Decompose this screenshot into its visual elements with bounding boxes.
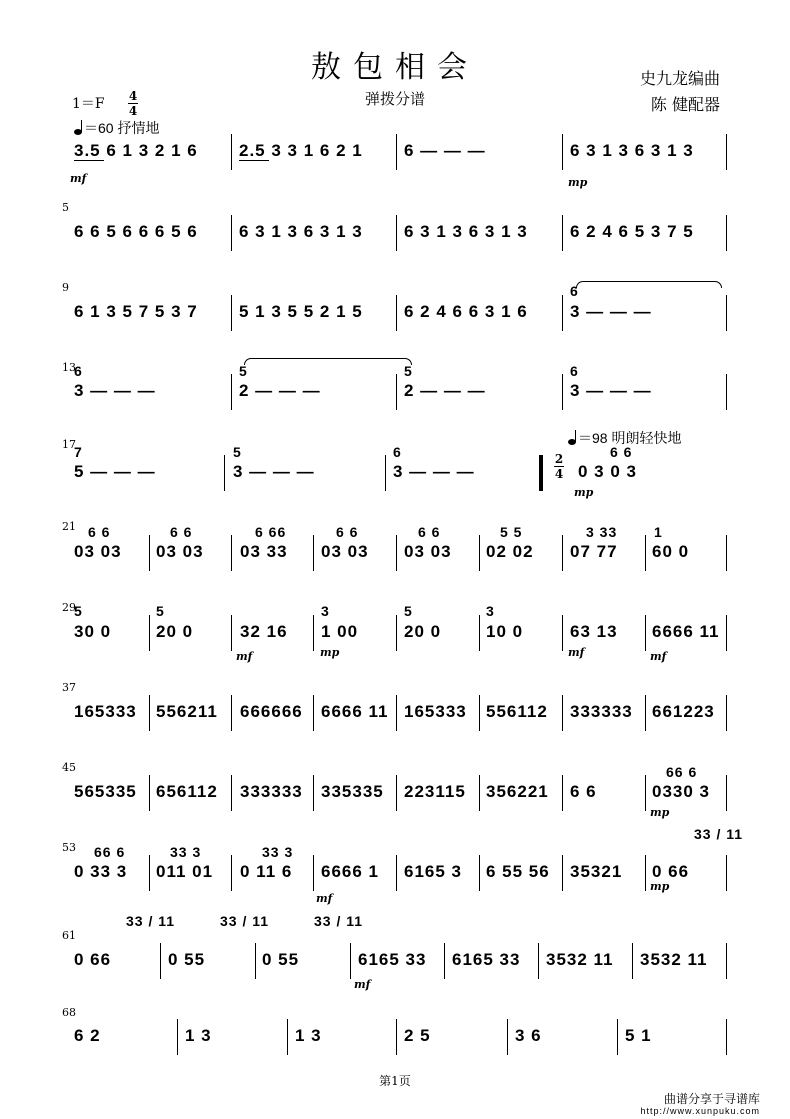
barline	[562, 695, 563, 731]
barline	[726, 775, 727, 811]
measure: 661223	[652, 702, 715, 721]
barline	[396, 215, 397, 251]
measure: 3.5 6 1 3 2 1 6	[74, 141, 198, 160]
tie-slur	[244, 358, 412, 365]
measure: 6 6	[570, 782, 597, 801]
measure: 011 01	[156, 862, 214, 881]
measure: 03 03	[74, 542, 122, 561]
barline	[224, 455, 225, 491]
measure: 63 13	[570, 622, 618, 641]
measure: 565335	[74, 782, 137, 801]
barline	[562, 215, 563, 251]
measure: 6666 11	[321, 702, 389, 721]
measure: 10 0	[486, 622, 524, 641]
dynamic-mark: mp	[650, 806, 670, 819]
measure: 2 ― ― ―	[239, 381, 321, 400]
barline	[385, 455, 386, 491]
barline	[231, 215, 232, 251]
measure: 1 00	[321, 622, 359, 641]
measure: 1 3	[185, 1026, 212, 1045]
barline	[313, 535, 314, 571]
measure: 5 ― ― ―	[74, 462, 156, 481]
dynamic-mark: mf	[650, 650, 667, 663]
barline	[726, 695, 727, 731]
barline	[562, 855, 563, 891]
barline	[313, 615, 314, 651]
barline	[149, 615, 150, 651]
measure: 0 66	[652, 862, 690, 881]
barline	[645, 855, 646, 891]
measure: 223115	[404, 782, 466, 801]
barline	[231, 374, 232, 410]
upper-note: 33 / 11	[126, 913, 176, 929]
upper-note: 33 / 11	[694, 826, 744, 842]
barline	[160, 943, 161, 979]
upper-note: 5 5	[500, 524, 523, 540]
row-number: 21	[62, 520, 76, 533]
row-number: 68	[62, 1006, 76, 1019]
site-url[interactable]: http://www.xunpuku.com	[640, 1106, 760, 1116]
upper-note: 6	[74, 363, 83, 379]
barline	[350, 943, 351, 979]
barline	[396, 374, 397, 410]
measure: 6 ― ― ―	[404, 141, 486, 160]
measure: 03 03	[156, 542, 204, 561]
underline	[239, 160, 269, 161]
barline	[479, 695, 480, 731]
barline	[562, 134, 563, 170]
barline	[313, 855, 314, 891]
dynamic-mark: mf	[236, 650, 253, 663]
measure: 03 03	[321, 542, 369, 561]
barline	[562, 535, 563, 571]
measure: 3 ― ― ―	[393, 462, 475, 481]
tempo-marking-1	[74, 118, 159, 138]
barline	[231, 855, 232, 891]
measure: 02 02	[486, 542, 534, 561]
dynamic-mark: mp	[320, 646, 340, 659]
measure: 165333	[404, 702, 467, 721]
measure: 666666	[240, 702, 303, 721]
time-bottom: 4	[554, 467, 564, 481]
barline	[726, 374, 727, 410]
barline	[479, 775, 480, 811]
page-number: 第1页	[379, 1074, 411, 1088]
row-number: 17	[62, 438, 76, 451]
measure: 6 6 5 6 6 6 5 6	[74, 222, 198, 241]
measure: 165333	[74, 702, 137, 721]
measure: 0 66	[74, 950, 112, 969]
barline	[396, 295, 397, 331]
measure: 2.5 3 3 1 6 2 1	[239, 141, 363, 160]
upper-note: 33 / 11	[314, 913, 364, 929]
measure: 0 3 0 3	[578, 462, 637, 481]
upper-note: 5	[239, 363, 248, 379]
site-credit: 曲谱分享于寻谱库	[663, 1092, 760, 1106]
quarter-note-icon	[74, 129, 82, 135]
time-bottom: 4	[128, 104, 138, 118]
upper-note: 6 6	[88, 524, 111, 540]
measure: 3 ― ― ―	[233, 462, 315, 481]
measure: 0330 3	[652, 782, 710, 801]
barline	[149, 695, 150, 731]
barline	[396, 535, 397, 571]
measure: 6 3 1 3 6 3 1 3	[404, 222, 528, 241]
dynamic-mark: mp	[568, 176, 588, 189]
barline	[396, 1019, 397, 1055]
barline	[645, 615, 646, 651]
barline	[313, 775, 314, 811]
measure: 35321	[570, 862, 623, 881]
arranger-credit: 陈 健配器	[650, 95, 720, 114]
dynamic-mark: mp	[574, 486, 594, 499]
measure: 0 55	[262, 950, 300, 969]
underline	[74, 160, 104, 161]
barline	[313, 695, 314, 731]
measure: 6 1 3 5 7 5 3 7	[74, 302, 198, 321]
measure: 2 5	[404, 1026, 431, 1045]
barline	[396, 615, 397, 651]
time-signature	[128, 90, 138, 117]
barline	[479, 535, 480, 571]
barline	[149, 775, 150, 811]
barline	[479, 855, 480, 891]
barline	[255, 943, 256, 979]
barline	[231, 775, 232, 811]
upper-note: 3	[486, 603, 495, 619]
barline	[726, 1019, 727, 1055]
row-number: 61	[62, 929, 76, 942]
barline	[562, 374, 563, 410]
barline	[562, 615, 563, 651]
row-number: 13	[62, 361, 76, 374]
row-number: 53	[62, 841, 76, 854]
measure: 3 ― ― ―	[74, 381, 156, 400]
measure: 3532 11	[546, 950, 614, 969]
composer-credit: 史九龙编曲	[639, 69, 720, 88]
barline	[726, 535, 727, 571]
measure: 6 3 1 3 6 3 1 3	[570, 141, 694, 160]
upper-note: 66 6	[666, 764, 698, 780]
measure: 20 0	[156, 622, 194, 641]
measure: 6 3 1 3 6 3 1 3	[239, 222, 363, 241]
measure: 333333	[570, 702, 633, 721]
measure: 333333	[240, 782, 303, 801]
time-top: 4	[128, 89, 138, 103]
barline	[396, 134, 397, 170]
page-title: 敖包相会	[311, 50, 479, 85]
upper-note: 33 3	[170, 844, 202, 860]
upper-note: 5	[156, 603, 165, 619]
time-top: 2	[554, 452, 564, 466]
barline	[287, 1019, 288, 1055]
row-number: 29	[62, 601, 76, 614]
time-signature-2	[554, 453, 564, 480]
measure: 3 6	[515, 1026, 542, 1045]
upper-note: 33 / 11	[220, 913, 270, 929]
barline	[726, 855, 727, 891]
measure: 0 33 3	[74, 862, 128, 881]
repeat-barline	[539, 455, 543, 491]
barline	[177, 1019, 178, 1055]
measure: 1 3	[295, 1026, 322, 1045]
dynamic-mark: mf	[70, 172, 87, 185]
barline	[231, 615, 232, 651]
barline	[396, 855, 397, 891]
upper-note: 7	[74, 444, 83, 460]
barline	[396, 775, 397, 811]
barline	[444, 943, 445, 979]
upper-note: 6 6	[610, 444, 633, 460]
barline	[231, 134, 232, 170]
barline	[149, 855, 150, 891]
upper-note: 5	[404, 603, 413, 619]
measure: 3532 11	[640, 950, 708, 969]
tempo-text-1: ＝60 抒情地	[84, 120, 160, 136]
measure: 335335	[321, 782, 384, 801]
barline	[726, 295, 727, 331]
tempo-text-2: ＝98 明朗轻快地	[578, 430, 682, 446]
measure: 2 ― ― ―	[404, 381, 486, 400]
barline	[617, 1019, 618, 1055]
row-number: 37	[62, 681, 76, 694]
measure: 3 ― ― ―	[570, 302, 652, 321]
upper-note: 3	[321, 603, 330, 619]
measure: 6 2	[74, 1026, 101, 1045]
measure: 20 0	[404, 622, 442, 641]
barline	[726, 615, 727, 651]
measure: 5 1 3 5 5 2 1 5	[239, 302, 363, 321]
upper-note: 33 3	[262, 844, 294, 860]
row-number: 5	[62, 201, 69, 214]
barline	[645, 695, 646, 731]
measure: 6666 11	[652, 622, 720, 641]
upper-note: 6 6	[170, 524, 193, 540]
upper-note: 3 33	[586, 524, 618, 540]
measure: 07 77	[570, 542, 618, 561]
measure: 556112	[486, 702, 548, 721]
row-number: 45	[62, 761, 76, 774]
barline	[726, 215, 727, 251]
upper-note: 6 6	[418, 524, 441, 540]
measure: 6165 3	[404, 862, 462, 881]
barline	[396, 695, 397, 731]
measure: 60 0	[652, 542, 690, 561]
measure: 0 55	[168, 950, 206, 969]
upper-note: 66 6	[94, 844, 126, 860]
dynamic-mark: mf	[316, 892, 333, 905]
tie-slur	[576, 281, 722, 288]
measure: 03 03	[404, 542, 452, 561]
measure: 6 2 4 6 5 3 7 5	[570, 222, 694, 241]
barline	[645, 775, 646, 811]
measure: 6 55 56	[486, 862, 550, 881]
upper-note: 6 6	[336, 524, 359, 540]
barline	[231, 295, 232, 331]
measure: 656112	[156, 782, 218, 801]
barline	[562, 295, 563, 331]
measure: 3 ― ― ―	[570, 381, 652, 400]
measure: 556211	[156, 702, 218, 721]
measure: 5 1	[625, 1026, 652, 1045]
dynamic-mark: mf	[568, 646, 585, 659]
upper-note: 5	[74, 603, 83, 619]
barline	[538, 943, 539, 979]
measure: 6 2 4 6 6 3 1 6	[404, 302, 528, 321]
measure: 30 0	[74, 622, 112, 641]
barline	[231, 535, 232, 571]
measure: 0 11 6	[240, 862, 293, 881]
upper-note: 6 66	[255, 524, 287, 540]
barline	[479, 615, 480, 651]
barline	[231, 695, 232, 731]
key-signature: 1＝F	[72, 96, 105, 112]
quarter-note-icon	[568, 439, 576, 445]
measure: 6165 33	[452, 950, 521, 969]
measure: 356221	[486, 782, 549, 801]
measure: 6666 1	[321, 862, 379, 881]
dynamic-mark: mp	[650, 880, 670, 893]
barline	[149, 535, 150, 571]
barline	[645, 535, 646, 571]
upper-note: 6	[570, 283, 579, 299]
upper-note: 6	[570, 363, 579, 379]
measure: 6165 33	[358, 950, 427, 969]
upper-note: 5	[404, 363, 413, 379]
barline	[632, 943, 633, 979]
subtitle: 弹拨分谱	[364, 91, 425, 108]
barline	[726, 134, 727, 170]
upper-note: 1	[654, 524, 663, 540]
barline	[562, 775, 563, 811]
barline	[726, 943, 727, 979]
measure: 32 16	[240, 622, 288, 641]
dynamic-mark: mf	[354, 978, 371, 991]
upper-note: 5	[233, 444, 242, 460]
row-number: 9	[62, 281, 69, 294]
upper-note: 6	[393, 444, 402, 460]
barline	[507, 1019, 508, 1055]
measure: 03 33	[240, 542, 288, 561]
